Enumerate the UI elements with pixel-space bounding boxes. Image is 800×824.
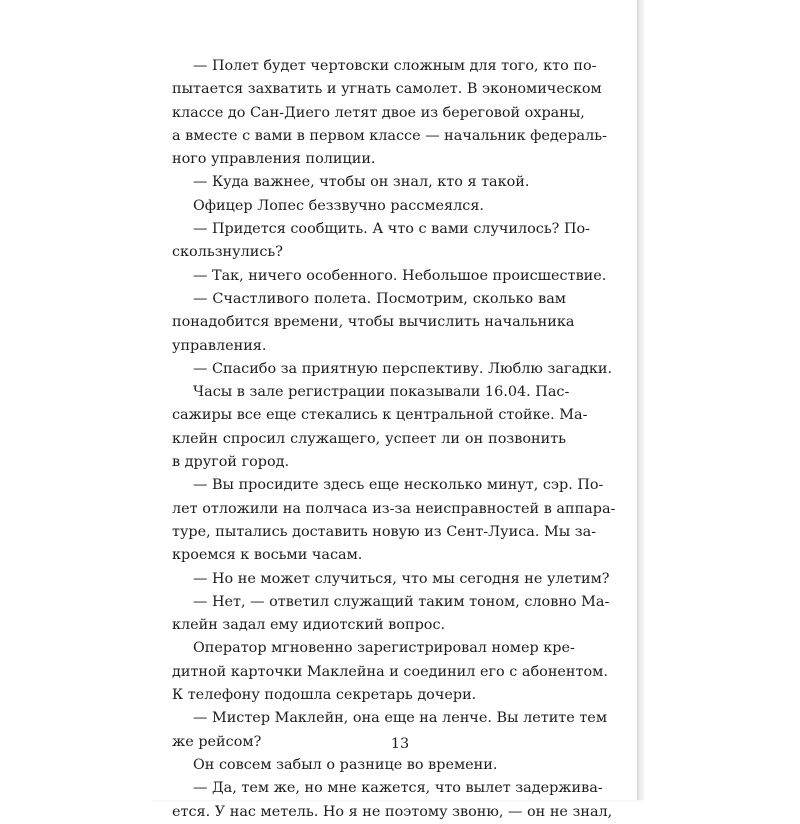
text-line: — Да, тем же, но мне кажется, что вылет задерживa- (193, 780, 603, 797)
text-line: понадобится времени, чтобы вычислить начальника (172, 314, 575, 331)
text-line: классе до Сан-Диего летят двое из береговой охраны, (172, 104, 585, 121)
text-line: К телефону подошла секретарь дочери. (172, 687, 477, 704)
text-line: ется. У нас метель. Но я не поэтому звоню, — он не знал, (172, 803, 613, 820)
body-text (172, 55, 616, 824)
text-line: — Мистер Маклейн, она еще на ленче. Вы летите тем (193, 710, 608, 727)
text-line: пытается захватить и угнать самолет. В экономическом (172, 81, 602, 98)
text-line: в другой город. (172, 454, 290, 471)
text-line: туре, пытались доставить новую из Сент-Луиса. Мы за- (172, 523, 597, 540)
text-line: лет отложили на полчаса из-за неисправностей в аппара- (172, 500, 616, 517)
text-line: а вместе с вами в первом классе — начальник федераль- (172, 127, 607, 144)
text-line: же рейсом? (172, 733, 262, 750)
text-line: Часы в зале регистрации показывали 16.04. Пас- (193, 384, 570, 401)
text-line: управления. (172, 337, 267, 354)
text-line: клейн спросил служащего, успеет ли он позвонить (172, 430, 566, 447)
text-line: — Счастливого полета. Посмотрим, сколько вам (193, 290, 566, 307)
text-line: дитной карточки Маклейна и соединил его с абонентом. (172, 663, 608, 680)
text-line: — Придется сообщить. А что с вами случилось? По- (193, 221, 591, 238)
text-line: — Куда важнее, чтобы он знал, кто я такой. (193, 174, 530, 191)
text-line: Оператор мгновенно зарегистрировал номер кре- (193, 640, 575, 657)
text-line: — Нет, — ответил служащий таким тоном, словно Ма- (193, 593, 610, 610)
text-line: клейн задал ему идиотский вопрос. (172, 617, 446, 634)
text-line: Офицер Лопес беззвучно рассмеялся. (193, 197, 484, 214)
text-line: Он совсем забыл о разнице во времени. (193, 756, 498, 773)
page-edge-shadow (637, 0, 644, 800)
text-line: кроемся к восьми часам. (172, 547, 363, 564)
text-line: — Спасибо за приятную перспективу. Люблю загадки. (193, 360, 613, 377)
text-line: — Но не может случиться, что мы сегодня не улетим? (193, 570, 610, 587)
page-number: 13 (390, 736, 410, 752)
text-line: — Вы просидите здесь еще несколько минут, сэр. По- (193, 477, 604, 494)
text-line: — Так, ничего особенного. Небольшое происшествие. (193, 267, 607, 284)
text-line: ного управления полиции. (172, 151, 376, 168)
text-line: сажиры все еще стекались к центральной стойке. Ма- (172, 407, 588, 424)
text-line: — Полет будет чертовски сложным для того, кто по- (193, 58, 597, 74)
text-line: скользнулись? (172, 244, 283, 261)
